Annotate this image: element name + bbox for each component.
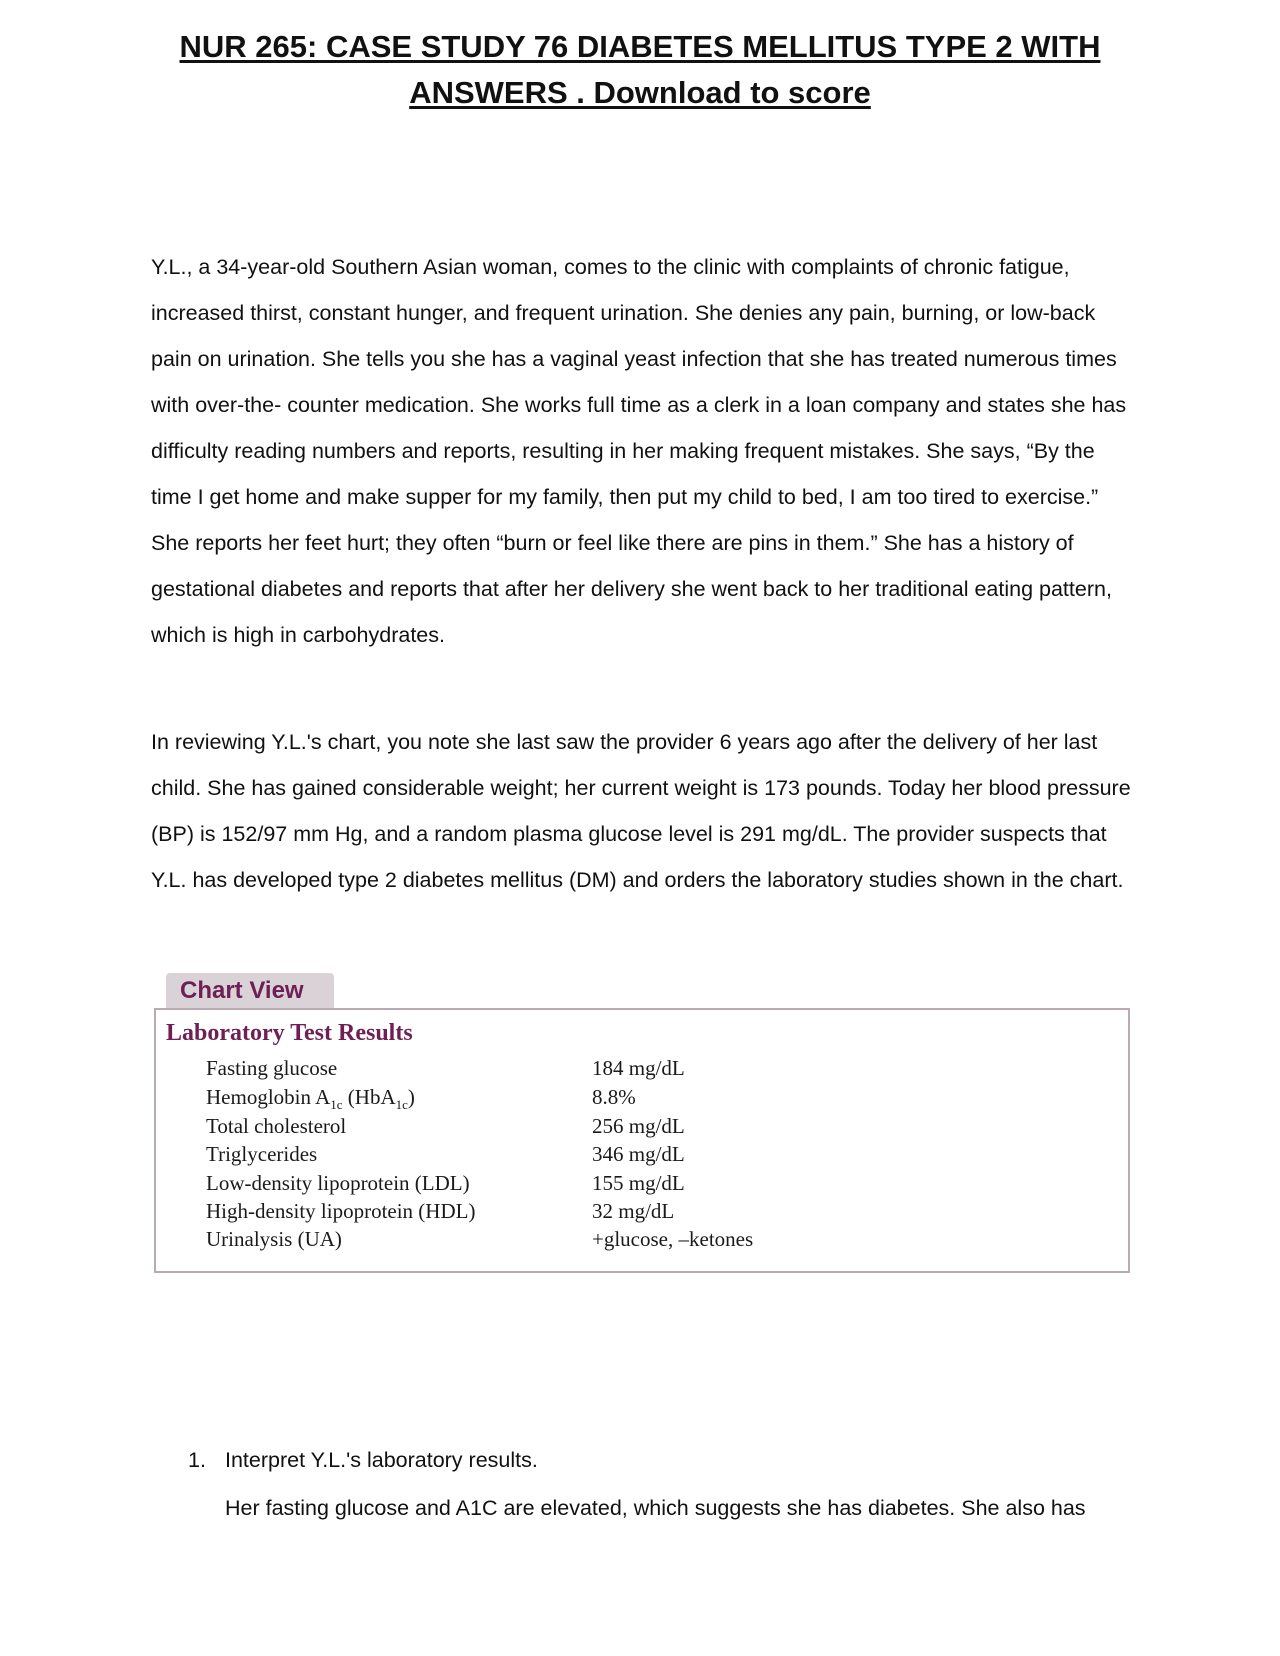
question-text: Interpret Y.L.'s laboratory results. [225,1448,538,1472]
lab-value: 184 mg/dL [592,1056,685,1080]
lab-name: Urinalysis (UA) [206,1227,342,1251]
lab-value: 346 mg/dL [592,1142,685,1166]
lab-value: 32 mg/dL [592,1199,675,1223]
lab-value: 155 mg/dL [592,1171,685,1195]
lab-value: +glucose, –ketones [592,1227,754,1251]
question-1-answer: Her fasting glucose and A1C are elevated, which suggests she has diabetes. She also has [225,1496,1086,1520]
question-number: 1. [188,1448,206,1472]
lab-row [206,1171,1106,1199]
lab-name: Low-density lipoprotein (LDL) [206,1171,470,1195]
lab-row [206,1227,1106,1255]
lab-row [206,1056,1106,1084]
title-line-1: NUR 265: CASE STUDY 76 DIABETES MELLITUS TYPE 2 WITH [179,29,1101,64]
case-paragraph-1: Y.L., a 34-year-old Southern Asian woman, comes to the clinic with complaints of chronic fatigue, increased thirst, constant hunger, and frequent urination. She denies any pain, burning, or low-back pain on urination. She tells you she has a vaginal yeast infection that she has treated numerous times with over-the- counter medication. She works full time as a clerk in a loan company and states she has difficulty reading numbers and reports, resulting in her making frequent mistakes. She says, “By the time I get home and make supper for my family, then put my child to bed, I am too tired to exercise.” She reports her feet hurt; they often “burn or feel like there are pins in them.” She has a history of gestational diabetes and reports that after her delivery she went back to her traditional eating pattern, which is high in carbohydrates. [151,255,1127,647]
lab-name: Hemoglobin $A_{1c}$ (HbA$_{1c}$) [206,1085,415,1113]
title-line-2: ANSWERS . Download to score [409,75,871,110]
lab-name: High-density lipoprotein (HDL) [206,1199,476,1223]
lab-row [206,1142,1106,1170]
lab-name: Fasting glucose [206,1056,338,1080]
lab-row [206,1085,1106,1113]
document-title [120,24,1160,116]
lab-name: Total cholesterol [206,1114,347,1138]
case-paragraph-2: In reviewing Y.L.'s chart, you note she last saw the provider 6 years ago after the delivery of her last child. She has gained considerable weight; her current weight is 173 pounds. Today her blood pressure (BP) is 152/97 mm Hg, and a random plasma glucose level is 291 mg/dL. The provider suspects that Y.L. has developed type 2 diabetes mellitus (DM) and orders the laboratory studies shown in the chart. [151,730,1131,892]
lab-results-panel [154,1008,1130,1273]
lab-value: 256 mg/dL [592,1114,685,1138]
chart-view-tab: Chart View [166,973,334,1009]
lab-row [206,1199,1106,1227]
lab-value: 8.8% [592,1085,636,1109]
lab-results-heading: Laboratory Test Results [166,1020,413,1046]
lab-row [206,1114,1106,1142]
lab-name: Triglycerides [206,1142,318,1166]
